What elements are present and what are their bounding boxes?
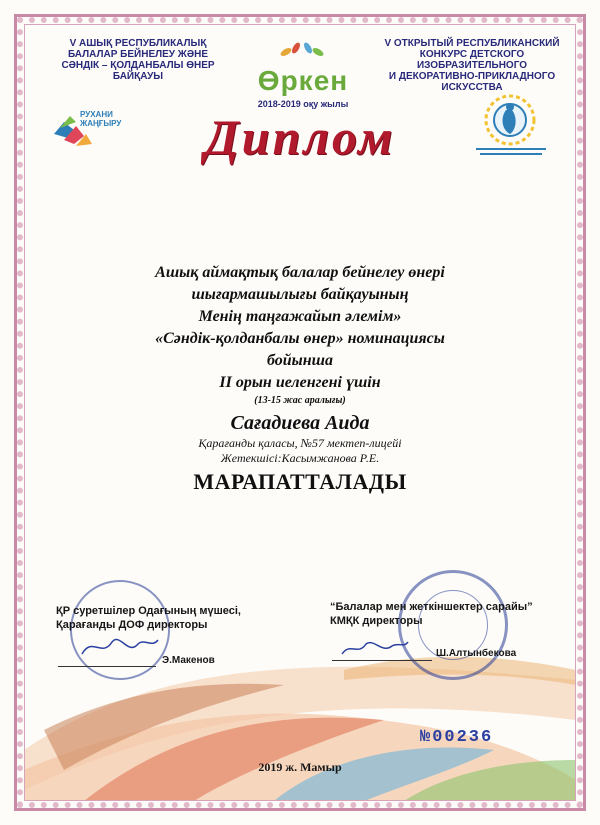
header-right-line: КОНКУРС ДЕТСКОГО — [419, 49, 525, 60]
header-right-russian — [372, 38, 572, 93]
body-line: Ашық аймақтық балалар бейнелеу өнері — [155, 264, 445, 281]
signature-left-line — [58, 666, 156, 667]
signature-right — [330, 600, 570, 628]
diploma-title: Диплом — [204, 109, 396, 165]
signature-right-line — [332, 660, 432, 661]
body-line: шығармашылығы байқауының — [191, 286, 409, 303]
body-line: II орын иеленгені үшін — [219, 374, 381, 391]
diploma-body — [90, 262, 510, 496]
signature-right-position: КМҚК директоры — [330, 615, 423, 627]
header-left-line: V АШЫҚ РЕСПУБЛИКАЛЫҚ — [69, 38, 207, 49]
signature-right-title: “Балалар мен жеткіншектер сарайы” — [330, 601, 533, 613]
rukhani-line: ЖАҢҒЫРУ — [80, 119, 122, 128]
academic-year: 2018-2019 оқу жылы — [257, 99, 349, 109]
signature-left-scribble — [80, 632, 160, 662]
signature-right-name: Ш.Алтынбекова — [436, 648, 517, 659]
issue-date: 2019 ж. Мамыр — [258, 760, 342, 774]
signature-left — [56, 604, 296, 632]
header-right-line: ИЗОБРАЗИТЕЛЬНОГО — [416, 60, 528, 71]
body-line: «Сәндік-қолданбалы өнер» номинациясы — [155, 330, 445, 347]
serial-number: №00236 — [420, 728, 494, 747]
header-right-line: V ОТКРЫТЫЙ РЕСПУБЛИКАНСКИЙ — [384, 38, 560, 49]
school-info: Қарағанды қаласы, №57 мектеп-лицейі — [198, 436, 402, 450]
header-left-kazakh — [38, 38, 238, 82]
rukhani-line: РУХАНИ — [80, 110, 113, 119]
palace-logo — [470, 90, 552, 160]
header-left-line: БАЙҚАУЫ — [112, 71, 164, 82]
recipient-name: Сағадиева Аида — [230, 412, 370, 434]
brand-block — [238, 38, 368, 109]
signature-left-position: Қарағанды ДОФ директоры — [56, 619, 208, 631]
header-left-line: БАЛАЛАР БЕЙНЕЛЕУ ЖӘНЕ — [67, 49, 208, 60]
rukhani-text — [80, 110, 121, 128]
body-line: бойынша — [267, 352, 333, 369]
header-right-line: ИСКУССТВА — [441, 82, 503, 93]
signature-left-title: ҚР суретшілер Одағының мүшесі, — [56, 605, 241, 617]
award-text: МАРАПАТТАЛАДЫ — [193, 469, 407, 494]
header-left-line: СӘНДІК – ҚОЛДАНБАЛЫ ӨНЕР — [61, 60, 215, 71]
brand-name: Өркен — [257, 65, 349, 96]
header-right-line: И ДЕКОРАТИВНО-ПРИКЛАДНОГО — [388, 71, 556, 82]
age-group: (13-15 жас аралығы) — [254, 395, 346, 406]
signature-right-scribble — [340, 636, 410, 660]
signature-left-name: Э.Макенов — [162, 655, 215, 666]
body-line: Менің таңғажайып әлемім» — [198, 308, 402, 325]
mentor-info: Жетекшісі:Касымжанова Р.Е. — [220, 451, 380, 465]
brand-leaves-icon — [238, 38, 368, 60]
